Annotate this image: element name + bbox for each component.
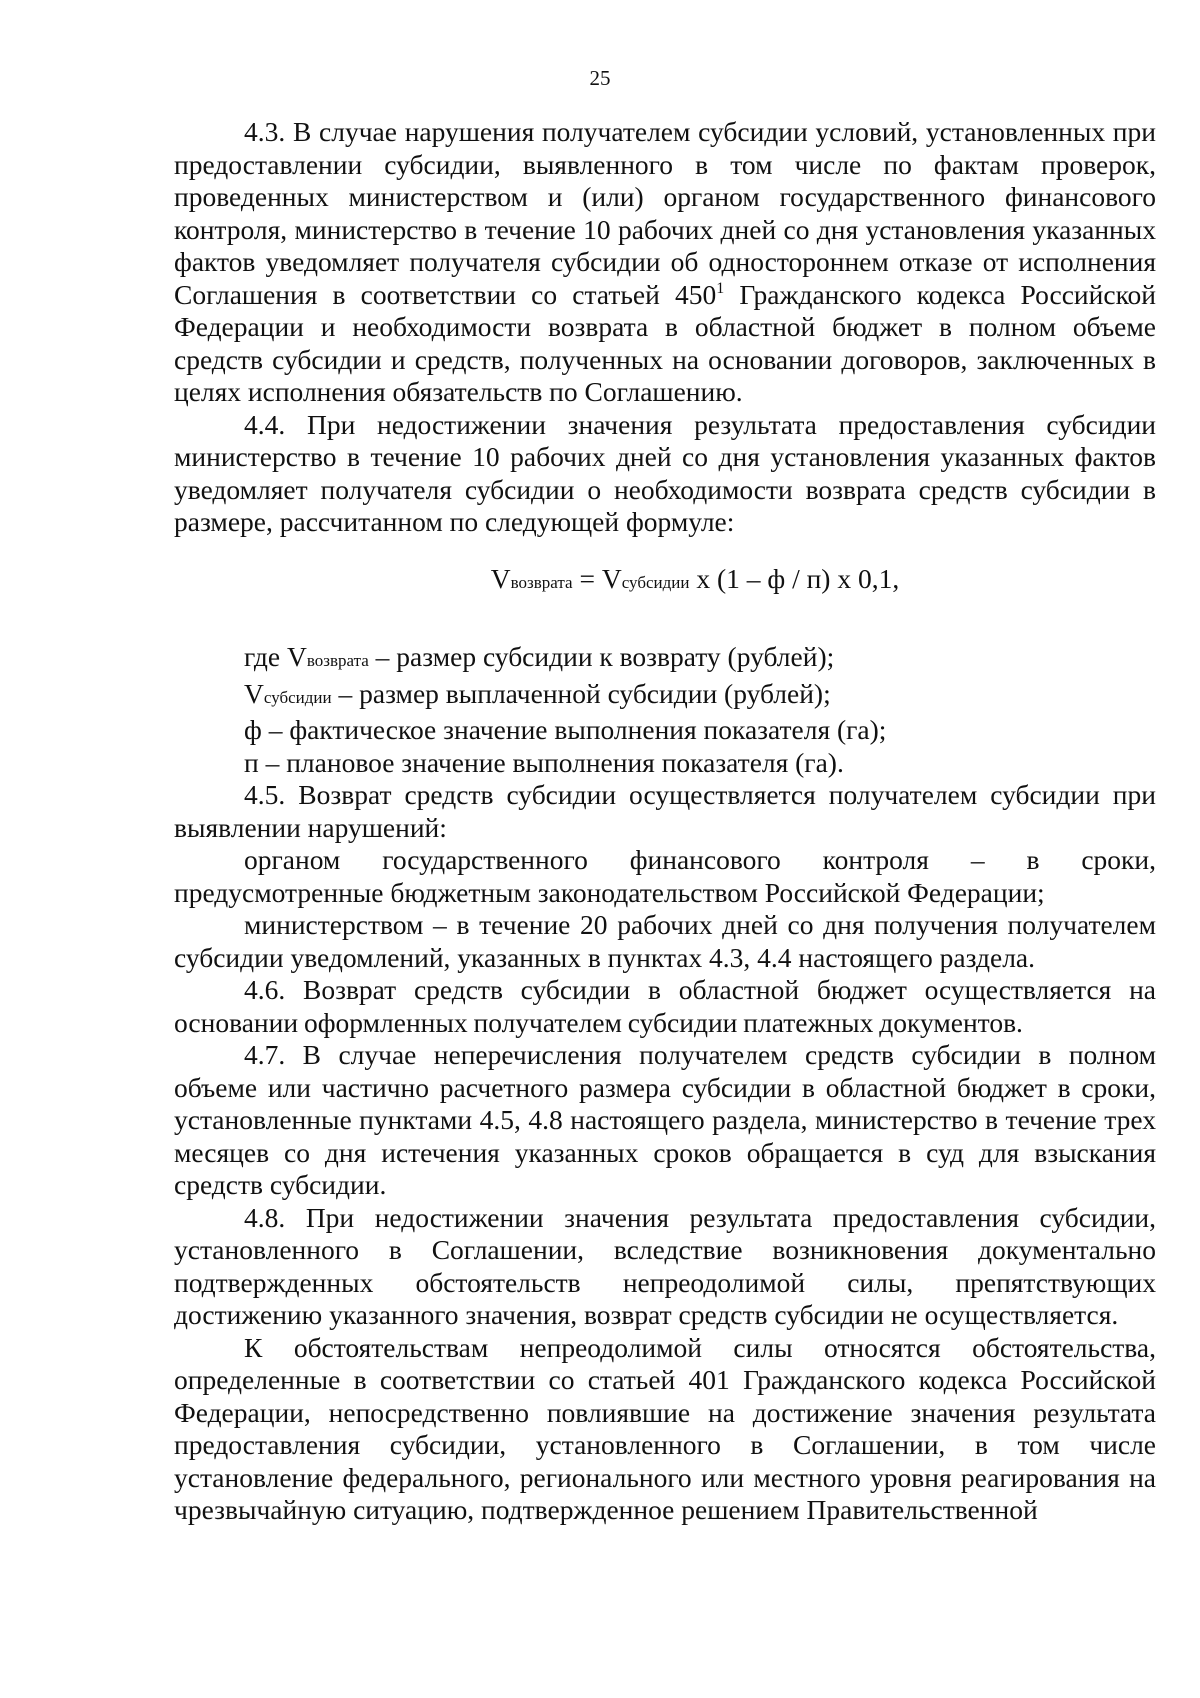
paragraph-4-8: 4.8. При недостижении значения результата предоставления субсидии, установленного в Соглашении, вследствие возникновения документально подтвержденных обстоятельств непреодолимой силы, препятствующих достижению указанного значения, возврат средств субсидии не осуществляется. [174,1201,1156,1330]
definition-v-return-sub: возврата [306,651,369,670]
definition-v-subsidy-sub: субсидии [263,687,332,707]
formula-equals: = [572,562,602,594]
paragraph-4-3-tail: Гражданского кодекса Российской Федерации и необходимости возврата в областной бюджет в полном объеме средств субсидии и средств, полученных на основании договоров, заключенных в целях исполнения обязательств по Соглашению. [174,278,1157,407]
paragraph-4-5: 4.5. Возврат средств субсидии осуществляется получателем субсидии при выявлении нарушений: [174,779,1156,843]
return-formula [174,563,1156,600]
paragraph-4-6: 4.6. Возврат средств субсидии в областной бюджет осуществляется на основании оформленных получателем субсидии платежных документов. [174,974,1156,1038]
formula-sub-subsidy: субсидии [621,572,690,592]
paragraph-4-5-ministry: министерством – в течение 20 рабочих дней со дня получения получателем субсидии уведомлений, указанных в пунктах 4.3, 4.4 настоящего раздела. [174,909,1156,973]
page-number: 25 [589,66,611,90]
paragraph-4-3-lead: 4.3. В случае нарушения получателем субсидии условий, установленных при предоставлении субсидии, выявленного в том числе по фактам проверок, проведенных министерством и (или) органом государственного финансового контроля, министерство в течение 10 рабочих дней со дня установления указанных фактов уведомляет получателя субсидии об одностороннем отказе от исполнения Соглашения в соответствии со статьей 450 [174,116,1156,310]
definition-p: п – плановое значение выполнения показателя (га). [244,746,844,778]
paragraph-force-majeure: К обстоятельствам непреодолимой силы относятся обстоятельства, определенные в соответствии со статьей 401 Гражданского кодекса Российской Федерации, непосредственно повлиявшие на достижение значения результата предоставления субсидии, установленного в Соглашении, в том числе установление федерального, регионального или местного уровня реагирования на чрезвычайную ситуацию, подтвержденное решением Правительственной [174,1331,1156,1525]
definition-v-subsidy-text: – размер выплаченной субсидии (рублей); [331,677,831,709]
definition-v-return [174,641,1156,678]
paragraph-4-3 [174,116,1156,409]
article-superscript: 1 [716,279,725,297]
document-body [174,116,1156,1527]
formula-rest: х (1 – ф / п) х 0,1, [689,562,900,594]
definition-v-subsidy-v: V [244,677,264,709]
definition-f: ф – фактическое значение выполнения показателя (га); [244,714,887,745]
paragraph-4-7: 4.7. В случае неперечисления получателем средств субсидии в полном объеме или частично расчетного размера субсидии в областной бюджет в сроки, установленные пунктами 4.5, 4.8 настоящего раздела, министерство в течение трех месяцев со дня истечения указанных сроков обращается в суд для взыскания средств субсидии. [174,1039,1156,1200]
definition-v-subsidy [174,678,1156,715]
formula-v-return: V [490,562,511,594]
formula-v-subsidy: V [601,562,622,594]
definition-v-return-prefix: где V [244,641,307,672]
paragraph-4-4: 4.4. При недостижении значения результата предоставления субсидии министерство в течение 10 рабочих дней со дня установления указанных фактов уведомляет получателя субсидии о необходимости возврата средств субсидии в размере, рассчитанном по следующей формуле: [174,408,1156,537]
formula-sub-return: возврата [510,572,573,592]
definition-v-return-text: – размер субсидии к возврату (рублей); [368,641,835,672]
paragraph-4-5-control-body: органом государственного финансового контроля – в сроки, предусмотренные бюджетным законодательством Российской Федерации; [174,844,1156,908]
